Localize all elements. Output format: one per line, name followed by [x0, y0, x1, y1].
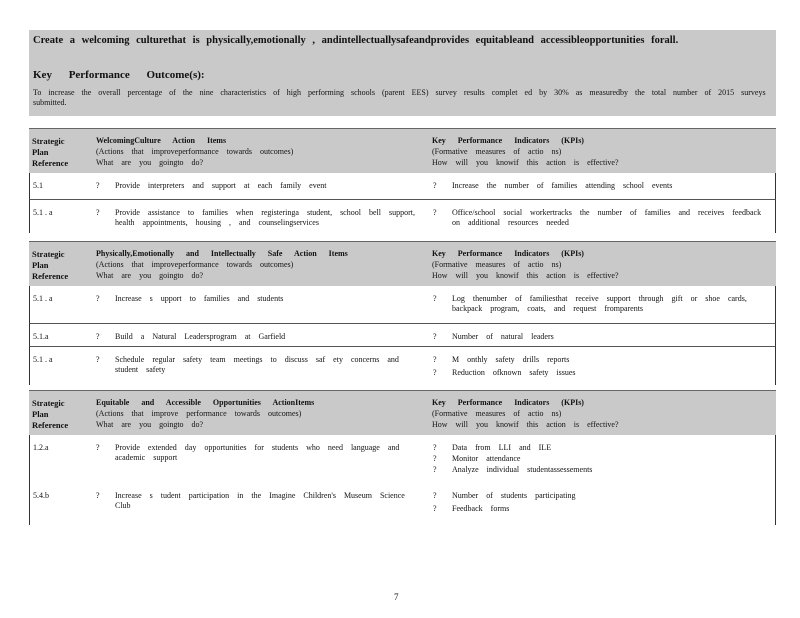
bullet-icon: ? — [433, 332, 437, 341]
row-kpis: ? M onthly safety drills reports ? Reduction ofknown safety issues — [433, 355, 576, 377]
table-row — [29, 324, 776, 347]
action-header: Equitable and Accessible Opportunities ActionItems (Actions that improve performance towards outcomes) What are you goingto do? — [96, 398, 315, 429]
table-row — [29, 483, 776, 525]
bullet-icon: ? — [96, 355, 100, 364]
section-safe — [29, 241, 776, 385]
table-row — [29, 200, 776, 233]
row-kpis: ? Increase the number of families attending school events — [433, 181, 673, 190]
bullet-icon: ? — [433, 181, 437, 190]
goal-description: To increase the overall percentage of the nine characteristics of high performing schools (parent EES) survey results complet ed by 30% as measuredby the total number of 2015 surveys submitted. — [33, 88, 766, 107]
table-row — [29, 435, 776, 483]
row-kpis: Log thenumber of familiesthat receive support through gift or shoe cards, backpack program, coats, and request fromparents — [452, 294, 747, 313]
row-action: Build a Natural Leadersprogram at Garfield — [115, 332, 286, 341]
table-row — [29, 347, 776, 385]
bullet-icon: ? — [96, 208, 100, 217]
bullet-icon: ? — [433, 454, 437, 463]
row-ref: 5.4.b — [33, 491, 49, 500]
goal-banner — [29, 30, 776, 116]
table-row — [29, 173, 776, 200]
kpi-header: Key Performance Indicators (KPIs) (Formative measures of actio ns) How will you knowif this action is effective? — [432, 398, 619, 429]
bullet-icon: ? — [433, 208, 437, 217]
ref-header: Strategic Plan Reference — [32, 249, 69, 281]
bullet-icon: ? — [433, 368, 437, 377]
row-action: Provide assistance to families when registeringa student, school bell support, health appointments, housing , and counselingservices — [115, 208, 415, 227]
row-ref: 5.1.a — [33, 332, 49, 341]
row-action: Schedule regular safety team meetings to discuss saf ety concerns and student safety — [115, 355, 399, 374]
bullet-icon: ? — [433, 465, 437, 474]
section-welcoming-culture — [29, 128, 776, 233]
row-kpis: ? Data from LLI and ILE ? Monitor attendance ? Analyze individual studentassessements — [433, 443, 593, 474]
goal-title: Create a welcoming culturethat is physically,emotionally , andintellectuallysafeandprovides equitableand accessibleopportunities forall. — [33, 35, 679, 46]
bullet-icon: ? — [96, 181, 100, 190]
bullet-icon: ? — [433, 443, 437, 452]
row-action: Provide interpreters and support at each family event — [115, 181, 327, 190]
section-header — [29, 128, 776, 173]
bullet-icon: ? — [96, 332, 100, 341]
bullet-icon: ? — [96, 491, 100, 500]
row-kpis: ? Number of natural leaders — [433, 332, 554, 341]
section-header — [29, 241, 776, 286]
row-ref: 5.1 . a — [33, 294, 53, 303]
ref-header: Strategic Plan Reference — [32, 136, 69, 168]
bullet-icon: ? — [96, 294, 100, 303]
row-ref: 5.1 . a — [33, 208, 53, 217]
page-number: 7 — [394, 592, 399, 602]
bullet-icon: ? — [433, 504, 437, 513]
row-action: Provide extended day opportunities for students who need language and academic support — [115, 443, 400, 462]
row-action: Increase s tudent participation in the Imagine Children's Museum Science Club — [115, 491, 405, 510]
section-equitable — [29, 390, 776, 525]
bullet-icon: ? — [433, 491, 437, 500]
bullet-icon: ? — [96, 443, 100, 452]
row-kpis: ? Number of students participating ? Feedback forms — [433, 491, 576, 513]
row-ref: 5.1 . a — [33, 355, 53, 364]
bullet-icon: ? — [433, 294, 437, 303]
row-ref: 1.2.a — [33, 443, 49, 452]
kpi-header: Key Performance Indicators (KPIs) (Formative measures of actio ns) How will you knowif this action is effective? — [432, 249, 619, 280]
kpo-label: Key Performance Outcome(s): — [33, 69, 205, 81]
action-header: Physically,Emotionally and Intellectually Safe Action Items (Actions that improveperformance towards outcomes) What are you goingto do? — [96, 249, 348, 280]
table-row — [29, 286, 776, 324]
ref-header: Strategic Plan Reference — [32, 398, 69, 430]
action-header: WelcomingCulture Action Items (Actions that improveperformance towards outcomes) What are you goingto do? — [96, 136, 294, 167]
row-action: Increase s upport to families and students — [115, 294, 284, 303]
row-ref: 5.1 — [33, 181, 43, 190]
section-header — [29, 390, 776, 435]
row-kpis: Office/school social workertracks the number of families and receives feedback on additional resources needed — [452, 208, 762, 227]
bullet-icon: ? — [433, 355, 437, 364]
kpi-header: Key Performance Indicators (KPIs) (Formative measures of actio ns) How will you knowif this action is effective? — [432, 136, 619, 167]
